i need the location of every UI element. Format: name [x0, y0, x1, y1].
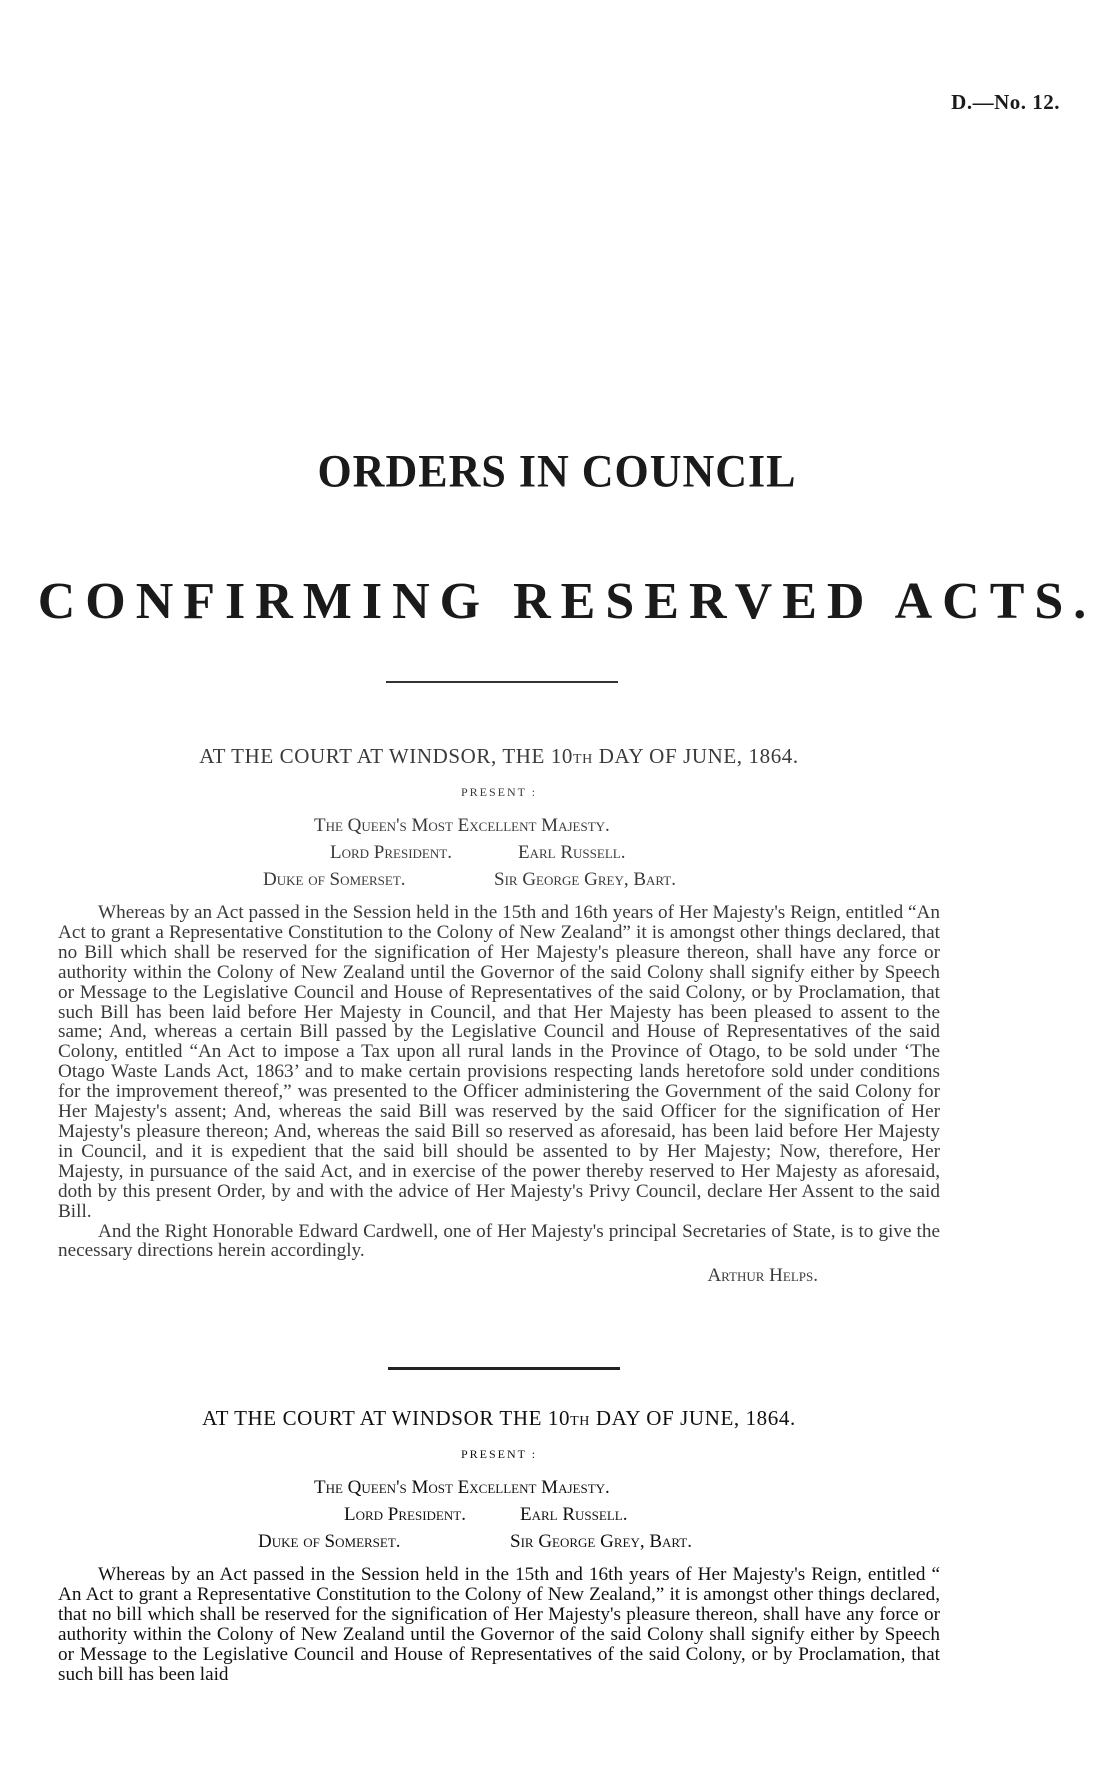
attendee-duke: Duke of Somerset. — [263, 869, 406, 890]
attendee-earl: Earl Russell. — [518, 842, 626, 863]
order-paragraph: Whereas by an Act passed in the Session held in the 15th and 16th years of Her Majesty's Reign, entitled “ An Act to grant a Representative Constitution to the Colony of New Zealand,” it is amongst other things declared, that no bill which shall be reserved for the signification of Her Majesty's pleasure thereon, shall have any force or authority within the Colony of New Zealand until the Governor of the said Colony shall signify either by Speech or Message to the Legislative Council and House of Representatives of the said Colony, or by Proclamation, that such bill has been laid — [58, 1564, 940, 1685]
attendee-earl: Earl Russell. — [520, 1504, 628, 1525]
attendee-sir: Sir George Grey, Bart. — [494, 869, 676, 890]
order-paragraph: And the Right Honorable Edward Cardwell, one of Her Majesty's principal Secretaries of State, is to give the necessary directions herein accordingly. — [58, 1220, 940, 1262]
attendees — [58, 812, 940, 893]
document-subtitle: CONFIRMING RESERVED ACTS. — [37, 573, 1097, 630]
court-heading: AT THE COURT AT WINDSOR, THE 10TH DAY OF JUNE, 1864. — [199, 744, 799, 768]
title-divider — [386, 681, 618, 683]
present-label: PRESENT : — [460, 1447, 538, 1461]
document-title: ORDERS IN COUNCIL — [317, 445, 797, 498]
order-body — [58, 903, 940, 1261]
attendee-duke: Duke of Somerset. — [258, 1531, 401, 1552]
attendee-lord-president: Lord President. — [344, 1504, 466, 1525]
document-reference: D.—No. 12. — [951, 90, 1060, 114]
order-in-council-1 — [58, 744, 940, 1287]
attendee-lord-president: Lord President. — [330, 842, 452, 863]
signature: Arthur Helps. — [707, 1265, 818, 1287]
attendee-sir: Sir George Grey, Bart. — [510, 1531, 692, 1552]
attendee-majesty: The Queen's Most Excellent Majesty. — [314, 815, 610, 836]
order-body — [58, 1565, 940, 1684]
order-in-council-2 — [58, 1406, 940, 1684]
order-paragraph: Whereas by an Act passed in the Session held in the 15th and 16th years of Her Majesty's Reign, entitled “An Act to grant a Representative Constitution to the Colony of New Zealand” it is amongst other things declared, that no Bill which shall be reserved for the signification of Her Majesty's pleasure thereon, shall have any force or authority within the Colony of New Zealand until the Governor of the said Colony shall signify either by Speech or Message to the Legislative Council and House of Representatives of the said Colony, or by Proclamation, that such Bill has been laid before Her Majesty in Council, and that Her Majesty has been pleased to assent to the same; And, whereas a certain Bill passed by the Legislative Council and House of Representatives of the said Colony, entitled “An Act to impose a Tax upon all rural lands in the Province of Otago, to be sold under ‘The Otago Waste Lands Act, 1863’ and to make certain provisions respecting lands heretofore sold under conditions for the improvement thereof,” was presented to the Officer administering the Government of the said Colony for Her Majesty's assent; And, whereas the said Bill was reserved by the said Officer for the signification of Her Majesty's pleasure thereon; And, whereas the said Bill so reserved as aforesaid, has been laid before Her Majesty in Council, and it is expedient that the said bill should be assented to by Her Majesty; Now, therefore, Her Majesty, in pursuance of the said Act, and in exercise of the power thereby reserved to Her Majesty as aforesaid, doth by this present Order, by and with the advice of Her Majesty's Privy Council, declare Her Assent to the said Bill. — [58, 902, 940, 1222]
court-heading: AT THE COURT AT WINDSOR THE 10TH DAY OF JUNE, 1864. — [202, 1406, 796, 1430]
section-divider — [388, 1367, 620, 1370]
attendees — [58, 1474, 940, 1555]
attendee-majesty: The Queen's Most Excellent Majesty. — [314, 1477, 610, 1498]
present-label: PRESENT : — [460, 785, 538, 799]
